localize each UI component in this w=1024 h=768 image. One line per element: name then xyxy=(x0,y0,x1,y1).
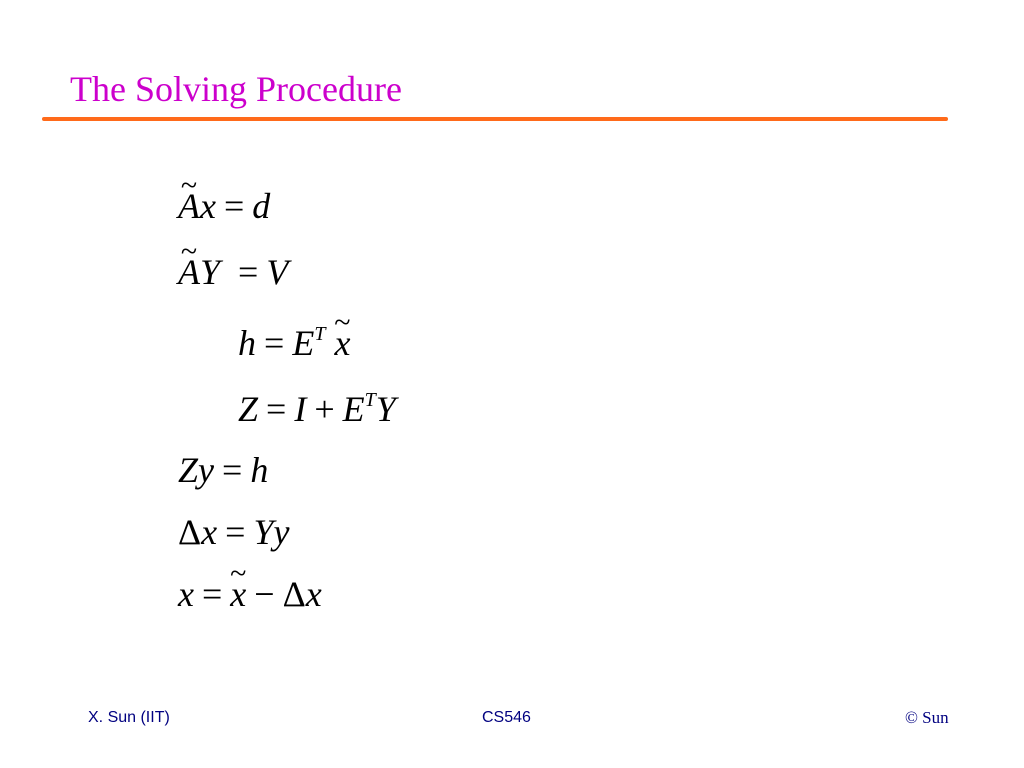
title-underline xyxy=(42,117,948,121)
equation-4: $Z = I + E^TY$ xyxy=(238,389,396,429)
equation-5: Zy = h xyxy=(178,450,269,490)
equation-1: ~ Ax = d xyxy=(178,188,270,224)
equation-6: Δx = Yy xyxy=(178,512,290,552)
footer-course: CS546 xyxy=(482,709,531,726)
equation-3: $h = E^T$ ~ x xyxy=(238,324,350,361)
equation-2: ~ AY = V xyxy=(178,254,288,290)
equation-7: x =~ x − Δx xyxy=(178,576,322,612)
slide-title: The Solving Procedure xyxy=(70,69,402,109)
footer-author: X. Sun (IIT) xyxy=(88,709,170,726)
footer-copyright: © Sun xyxy=(905,708,949,727)
